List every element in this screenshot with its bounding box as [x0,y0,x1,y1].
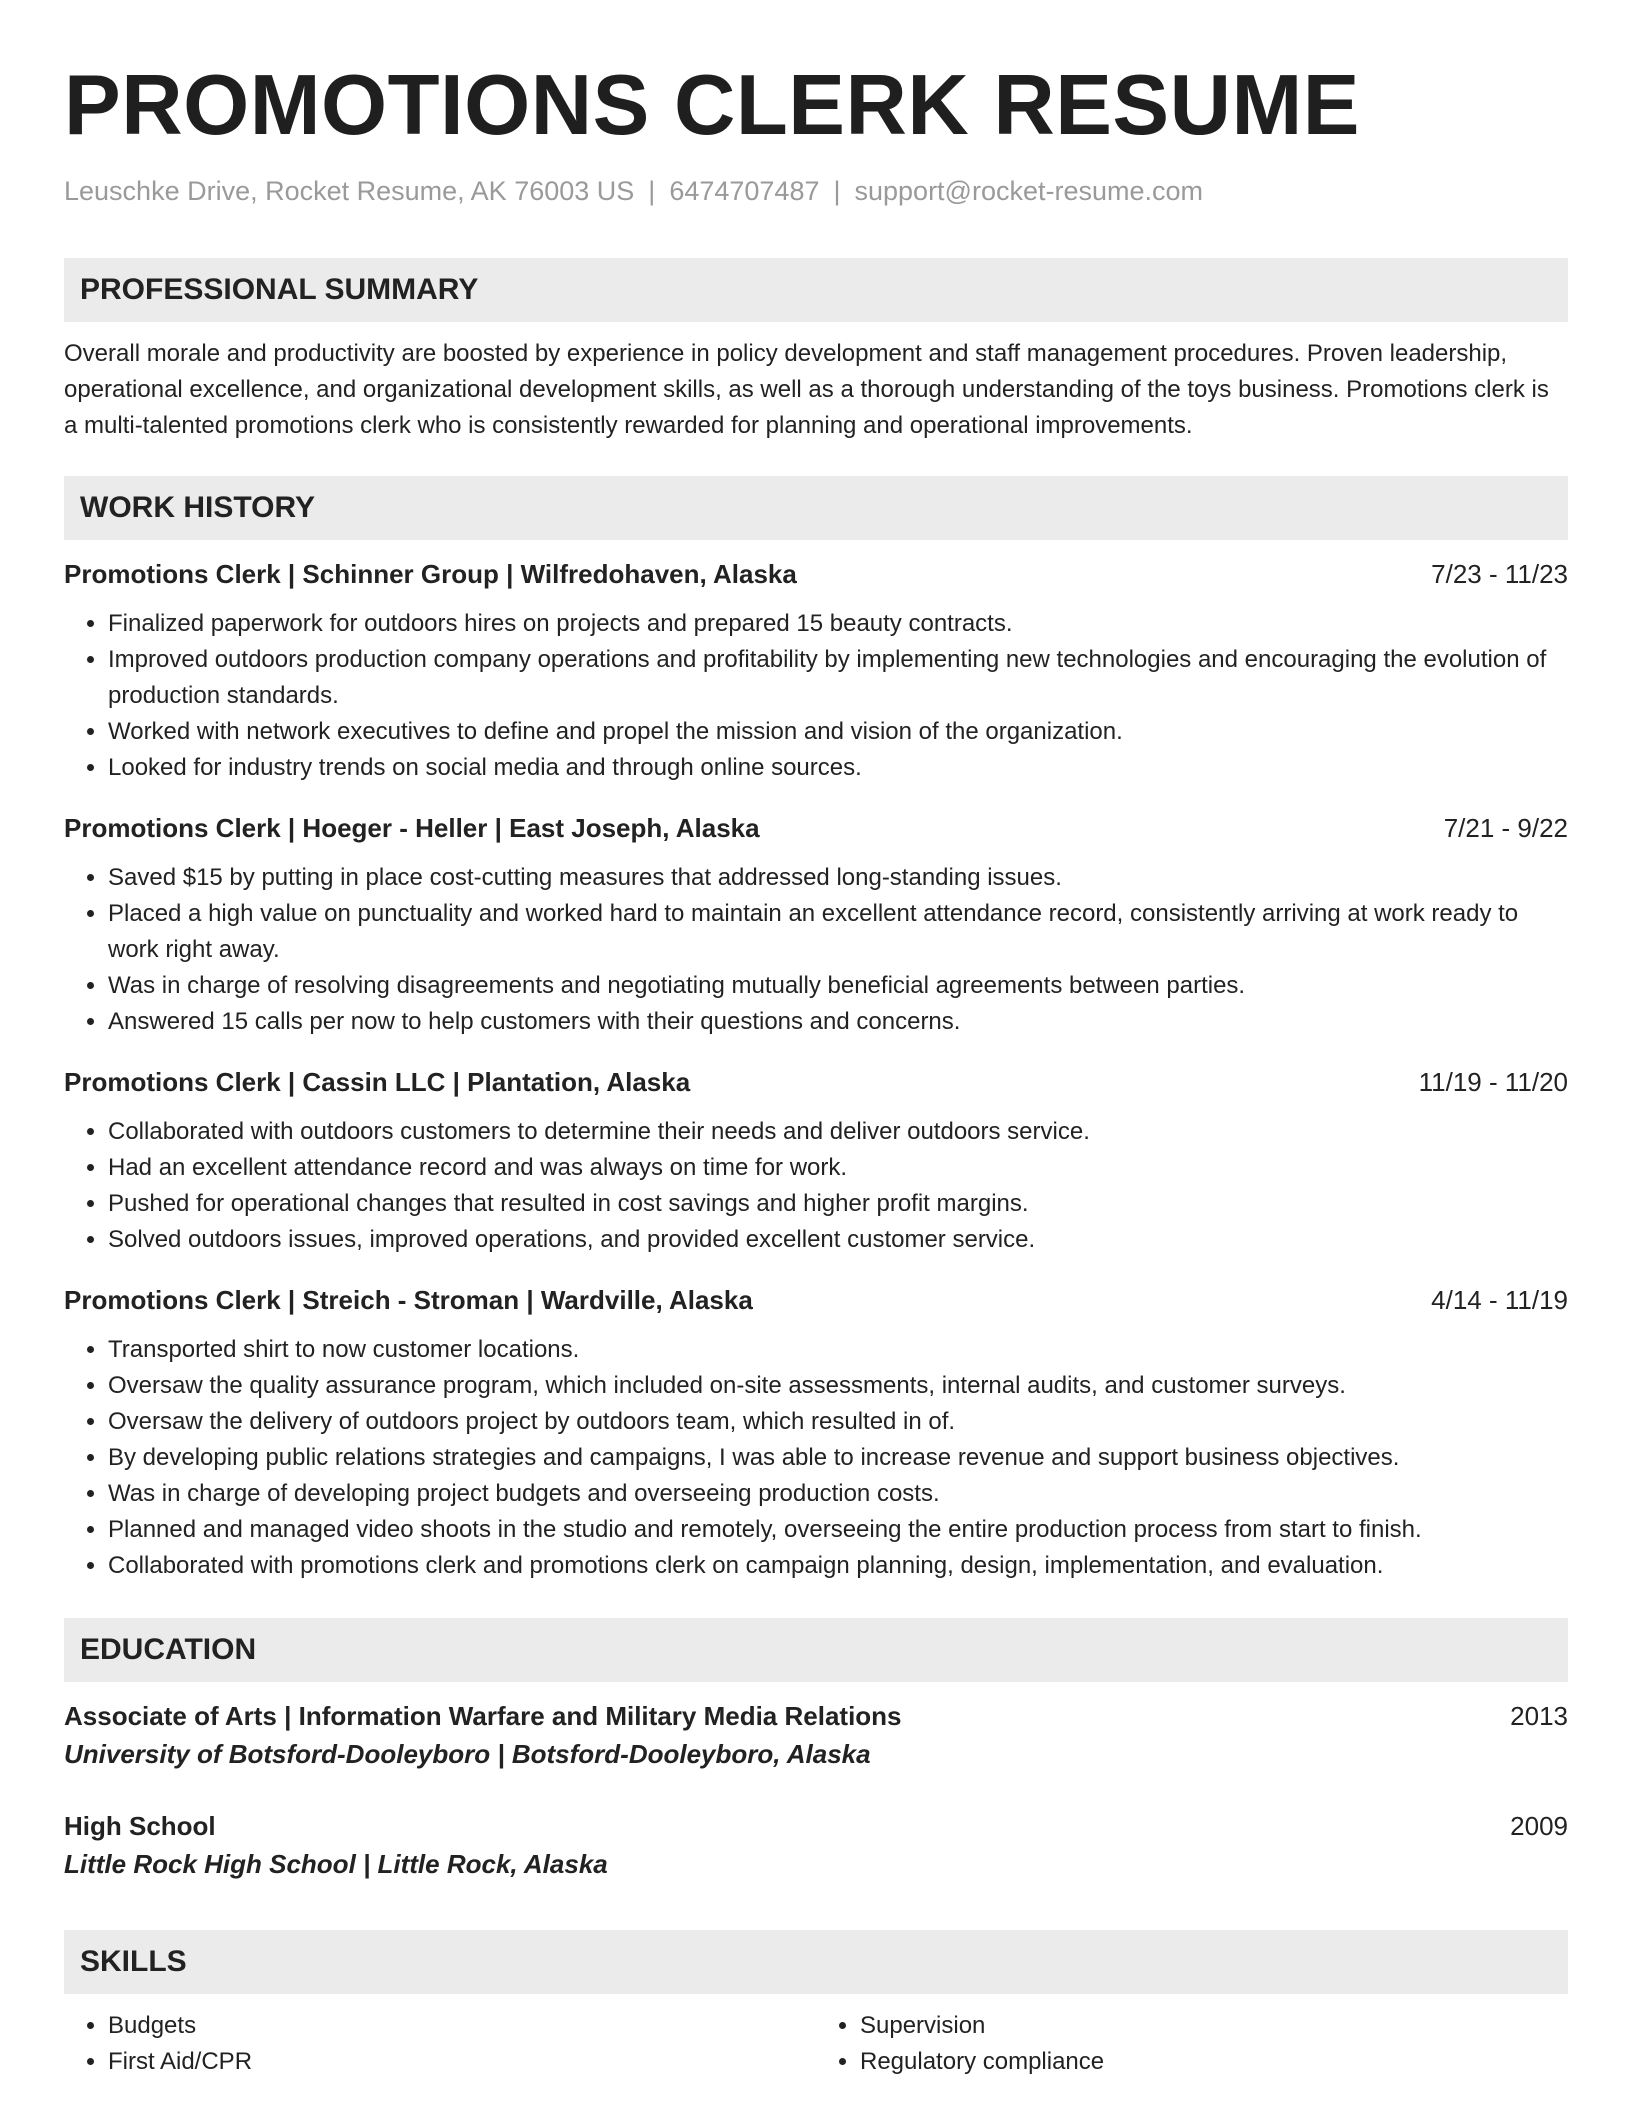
job-entry [64,556,1568,786]
job-bullet: • Transported shirt to now customer locations. [108,1332,1568,1368]
job-bullet: • Improved outdoors production company operations and profitability by implementing new technologies and encouraging the evolution of production standards. [108,642,1568,714]
contact-address: Leuschke Drive, Rocket Resume, AK 76003 US [64,176,635,206]
skill-item: • Budgets [108,2008,816,2044]
job-bullet: • Looked for industry trends on social media and through online sources. [108,750,1568,786]
job-bullets [64,1114,1568,1258]
section-heading-skills: SKILLS [64,1930,1568,1994]
education-entry [64,1698,1568,1772]
job-title: Promotions Clerk | Streich - Stroman | Wardville, Alaska [64,1285,753,1315]
contact-email: support@rocket-resume.com [854,176,1204,206]
job-bullets [64,1332,1568,1584]
job-bullet: • Oversaw the quality assurance program, which included on-site assessments, internal audits, and customer surveys. [108,1368,1568,1404]
job-bullet: • Collaborated with promotions clerk and promotions clerk on campaign planning, design, implementation, and evaluation. [108,1548,1568,1584]
job-bullet: • Finalized paperwork for outdoors hires on projects and prepared 15 beauty contracts. [108,606,1568,642]
job-bullet: • Solved outdoors issues, improved operations, and provided excellent customer service. [108,1222,1568,1258]
job-bullet: • Planned and managed video shoots in the studio and remotely, overseeing the entire production process from start to finish. [108,1512,1568,1548]
education-year: 2009 [1510,1811,1568,1841]
skills-column-right [816,2008,1568,2080]
job-dates: 4/14 - 11/19 [1431,1285,1568,1315]
summary-text: Overall morale and productivity are boosted by experience in policy development and staff management procedures. Proven leadership, operational excellence, and organizational development skills, as well as a thorough understanding of the toys business. Promotions clerk is a multi-talented promotions clerk who is consistently rewarded for planning and operational improvements. [64,340,1549,439]
job-header [64,810,1568,846]
skill-item: • Supervision [860,2008,1568,2044]
job-bullets [64,606,1568,786]
job-title: Promotions Clerk | Cassin LLC | Plantation, Alaska [64,1067,691,1097]
skills-list [816,2008,1568,2080]
contact-separator: | [648,176,656,206]
education-entry [64,1808,1568,1882]
job-bullet: • Answered 15 calls per now to help customers with their questions and concerns. [108,1004,1568,1040]
education-header [64,1698,1568,1734]
skill-item: • Regulatory compliance [860,2044,1568,2080]
job-bullet: • Was in charge of developing project budgets and overseeing production costs. [108,1476,1568,1512]
education-header [64,1808,1568,1844]
education-year: 2013 [1510,1701,1568,1731]
job-bullet: • Saved $15 by putting in place cost-cutting measures that addressed long-standing issues. [108,860,1568,896]
skills-grid [64,2008,1568,2080]
contact-line [64,174,1568,208]
section-heading-summary: PROFESSIONAL SUMMARY [64,258,1568,322]
job-title: Promotions Clerk | Hoeger - Heller | East Joseph, Alaska [64,813,760,843]
job-bullet: • Worked with network executives to define and propel the mission and vision of the organization. [108,714,1568,750]
job-header [64,556,1568,592]
job-dates: 7/23 - 11/23 [1431,559,1568,589]
job-entry [64,1064,1568,1258]
education-degree: Associate of Arts | Information Warfare and Military Media Relations [64,1701,902,1731]
skills-section [64,1930,1568,2080]
skill-item: • First Aid/CPR [108,2044,816,2080]
contact-separator: | [833,176,841,206]
section-heading-work-history: WORK HISTORY [64,476,1568,540]
job-bullet: • Oversaw the delivery of outdoors project by outdoors team, which resulted in of. [108,1404,1568,1440]
skills-list [64,2008,816,2080]
job-entry [64,1282,1568,1584]
job-header [64,1064,1568,1100]
job-title: Promotions Clerk | Schinner Group | Wilfredohaven, Alaska [64,559,797,589]
education-section [64,1618,1568,1882]
section-heading-education: EDUCATION [64,1618,1568,1682]
job-bullet: • Was in charge of resolving disagreements and negotiating mutually beneficial agreements between parties. [108,968,1568,1004]
job-header [64,1282,1568,1318]
education-school: University of Botsford-Dooleyboro | Botsford-Dooleyboro, Alaska [64,1739,871,1769]
work-history-section [64,476,1568,1584]
skills-column-left [64,2008,816,2080]
job-dates: 11/19 - 11/20 [1418,1067,1568,1097]
job-bullet: • Pushed for operational changes that resulted in cost savings and higher profit margins. [108,1186,1568,1222]
education-degree: High School [64,1811,216,1841]
job-bullet: • By developing public relations strategies and campaigns, I was able to increase revenue and support business objectives. [108,1440,1568,1476]
job-bullets [64,860,1568,1040]
contact-phone: 6474707487 [669,176,820,206]
education-school: Little Rock High School | Little Rock, Alaska [64,1849,608,1879]
job-bullet: • Had an excellent attendance record and was always on time for work. [108,1150,1568,1186]
summary-section [64,258,1568,444]
resume-title: PROMOTIONS CLERK RESUME [64,58,1361,153]
job-dates: 7/21 - 9/22 [1443,813,1568,843]
job-entry [64,810,1568,1040]
job-bullet: • Collaborated with outdoors customers to determine their needs and deliver outdoors service. [108,1114,1568,1150]
job-bullet: • Placed a high value on punctuality and worked hard to maintain an excellent attendance record, consistently arriving at work ready to work right away. [108,896,1568,968]
